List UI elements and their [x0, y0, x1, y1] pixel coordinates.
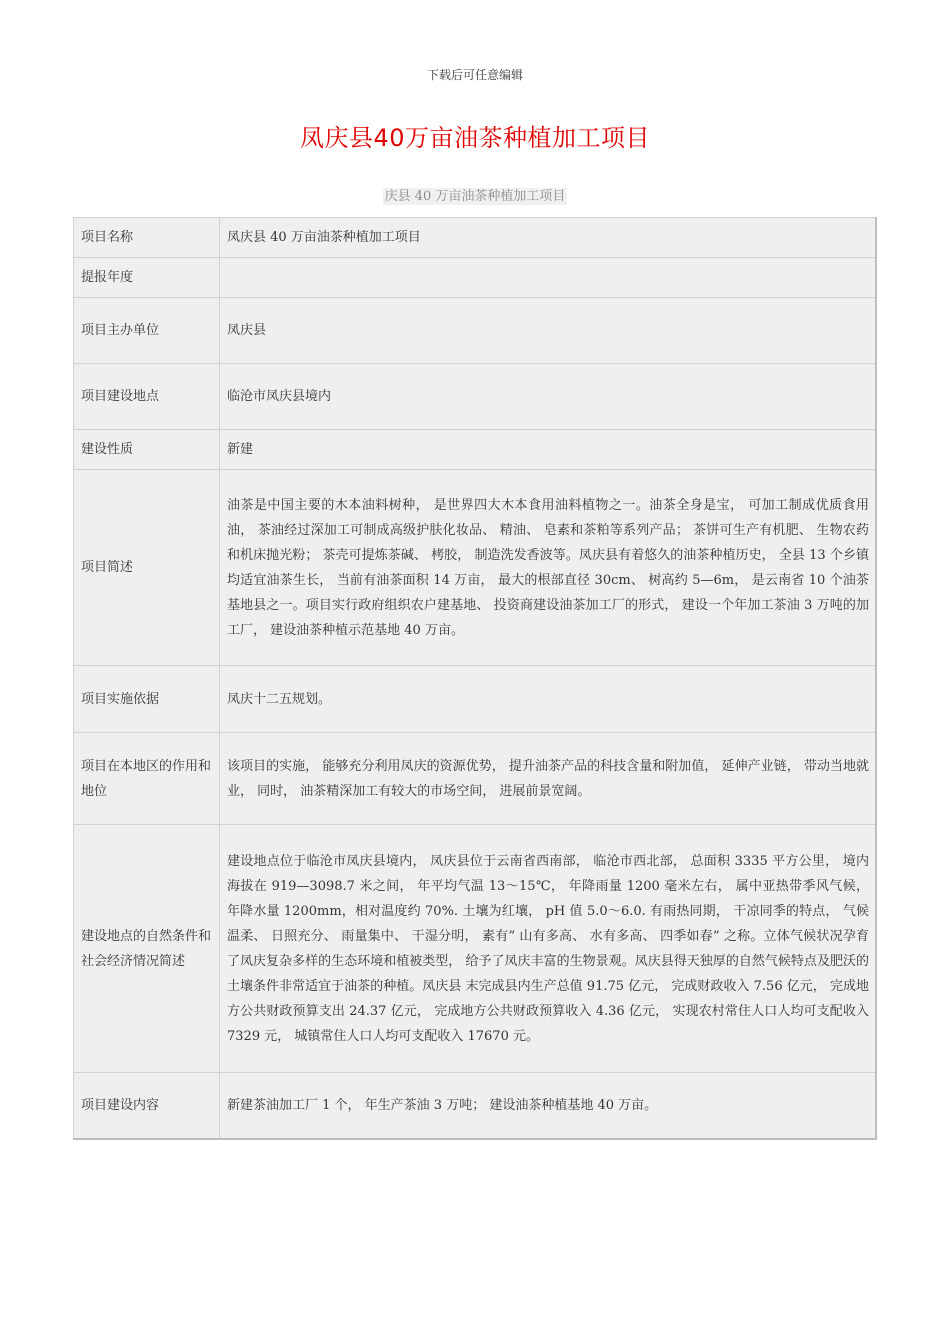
row-value: 凤庆县 40 万亩油茶种植加工项目	[220, 218, 877, 258]
row-value: 凤庆十二五规划。	[220, 666, 877, 733]
row-label: 项目名称	[74, 218, 220, 258]
row-label: 提报年度	[74, 258, 220, 298]
row-value: 该项目的实施， 能够充分利用凤庆的资源优势， 提升油茶产品的科技含量和附加值， 延伸产业链， 带动当地就业， 同时， 油茶精深加工有较大的市场空间， 进展前景宽阔。	[220, 733, 877, 825]
table-row	[74, 218, 877, 258]
table-row	[74, 666, 877, 733]
row-value: 油茶是中国主要的木本油料树种， 是世界四大木本食用油料植物之一。油茶全身是宝， 可加工制成优质食用油， 茶油经过深加工可制成高级护肤化妆品、 精油、 皂素和茶粕等系列产品； 茶饼可生产有机肥、 生物农药和机床抛光粉； 茶壳可提炼茶碱、 栲胶， 制造洗发香波等。凤庆县有着悠久的油茶种植历史， 全县 13 个乡镇均适宜油茶生长， 当前有油茶面积 14 万亩， 最大的根部直径 30cm、 树高约 5—6m， 是云南省 10 个油茶基地县之一。项目实行政府组织农户建基地、 投资商建设油茶加工厂的形式， 建设一个年加工茶油 3 万吨的加工厂， 建设油茶种植示范基地 40 万亩。	[220, 470, 877, 666]
page-title: 凤庆县40万亩油茶种植加工项目	[299, 124, 651, 152]
row-label: 项目建设地点	[74, 364, 220, 430]
table-row	[74, 1073, 877, 1139]
table-row	[74, 298, 877, 364]
row-label: 项目简述	[74, 470, 220, 666]
project-info-table	[73, 217, 877, 1140]
row-value: 建设地点位于临沧市凤庆县境内， 凤庆县位于云南省西南部， 临沧市西北部， 总面积 3335 平方公里， 境内海拔在 919—3098.7 米之间， 年平均气温 13～15℃， 年降雨量 1200 毫米左右， 属中亚热带季风气候， 年降水量 1200mm，相对温度约 70%. 土壤为红壤， pH 值 5.0～6.0. 有雨热同期， 干凉同季的特点， 气候温柔、 日照充分、 雨量集中、 干湿分明， 素有” 山有多高、 水有多高、 四季如春” 之称。立体气候状况孕育了凤庆复杂多样的生态环境和植被类型， 给予了凤庆丰富的生物景观。凤庆县得天独厚的自然气候特点及肥沃的土壤条件非常适宜于油茶的种植。凤庆县 末完成县内生产总值 91.75 亿元， 完成财政收入 7.56 亿元， 完成地方公共财政预算支出 24.37 亿元， 完成地方公共财政预算收入 4.36 亿元， 实现农村常住人口人均可支配收入 7329 元， 城镇常住人口人均可支配收入 17670 元。	[220, 825, 877, 1073]
header-note: 下载后可任意编辑	[426, 68, 523, 82]
table-row	[74, 825, 877, 1073]
row-label: 项目主办单位	[74, 298, 220, 364]
table-row	[74, 733, 877, 825]
row-value: 临沧市凤庆县境内	[220, 364, 877, 430]
table-row	[74, 430, 877, 470]
row-label: 建设地点的自然条件和社会经济情况简述	[74, 825, 220, 1073]
row-value: 新建茶油加工厂 1 个， 年生产茶油 3 万吨； 建设油茶种植基地 40 万亩。	[220, 1073, 877, 1139]
row-label: 建设性质	[74, 430, 220, 470]
row-value: 凤庆县	[220, 298, 877, 364]
subtitle-text: 庆县 40 万亩油茶种植加工项目	[384, 189, 566, 204]
row-value: 新建	[220, 430, 877, 470]
table-row	[74, 470, 877, 666]
page-subtitle	[0, 185, 950, 204]
table-row	[74, 364, 877, 430]
row-label: 项目在本地区的作用和地位	[74, 733, 220, 825]
table-row	[74, 258, 877, 298]
row-label: 项目建设内容	[74, 1073, 220, 1139]
row-value	[220, 258, 877, 298]
row-label: 项目实施依据	[74, 666, 220, 733]
